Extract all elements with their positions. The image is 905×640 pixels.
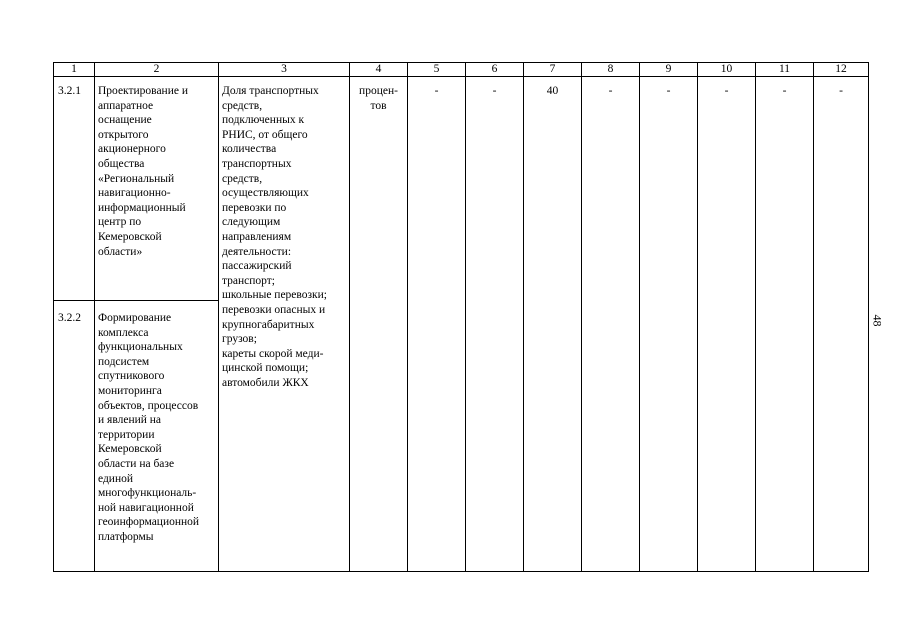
text-line: объектов, процессов [98, 399, 199, 412]
text-line: перевозки опасных и [222, 303, 326, 316]
text-line: подключенных к [222, 114, 305, 127]
header-cell: 11 [756, 63, 814, 77]
header-cell: 3 [219, 63, 350, 77]
text-line: области» [98, 245, 143, 258]
measure-name [95, 77, 219, 301]
header-row [54, 63, 869, 77]
text-line: количества [222, 143, 277, 156]
header-cell: 4 [350, 63, 408, 77]
text-line: цинской помощи; [222, 362, 309, 375]
header-cell: 9 [640, 63, 698, 77]
value-cell: - [698, 77, 756, 572]
text-line: акционерного [98, 143, 166, 156]
text-line: автомобили ЖКХ [222, 376, 309, 389]
text-line: Кемеровской [98, 230, 162, 243]
text-line: кареты скорой меди- [222, 347, 324, 360]
table-row [54, 77, 869, 301]
text-line: центр по [98, 216, 142, 229]
row-number: 3.2.2 [54, 301, 95, 572]
indicator-description [219, 77, 350, 572]
text-line: области на базе [98, 457, 175, 470]
text-line: процен- [359, 85, 398, 97]
indicator-lines [222, 84, 346, 390]
value-cell: - [756, 77, 814, 572]
text-line: платформы [98, 530, 154, 543]
text-line: мониторинга [98, 384, 162, 397]
text-line: спутникового [98, 370, 165, 383]
value-cell: - [582, 77, 640, 572]
header-cell: 10 [698, 63, 756, 77]
row-number: 3.2.1 [54, 77, 95, 301]
text-line: информационный [98, 201, 186, 214]
text-line: перевозки по [222, 201, 287, 214]
measure-name-lines [98, 84, 215, 259]
header-cell: 2 [95, 63, 219, 77]
header-cell: 8 [582, 63, 640, 77]
header-cell: 12 [814, 63, 869, 77]
text-line: Кемеровской [98, 443, 162, 456]
text-line: «Региональный [98, 172, 175, 185]
measure-name [95, 301, 219, 572]
text-line: и явлений на [98, 414, 162, 427]
text-line: многофункциональ- [98, 487, 197, 500]
text-line: ной навигационной [98, 501, 194, 514]
text-line: следующим [222, 216, 281, 229]
text-line: направлениям [222, 230, 292, 243]
unit-cell [350, 77, 408, 572]
text-line: тов [370, 99, 387, 112]
text-line: осуществляющих [222, 187, 309, 200]
header-cell: 1 [54, 63, 95, 77]
text-line: оснащение [98, 114, 152, 127]
text-line: аппаратное [98, 99, 154, 112]
indicators-table [53, 62, 869, 572]
page-number: 48 [870, 314, 885, 327]
text-line: открытого [98, 128, 149, 141]
text-line: крупногабаритных [222, 318, 315, 331]
value-cell: - [640, 77, 698, 572]
unit-lines [353, 84, 404, 113]
text-line: комплекса [98, 326, 149, 339]
text-line: транспортных [222, 157, 292, 170]
text-line: средств, [222, 172, 263, 185]
table-header [54, 63, 869, 77]
text-line: школьные перевозки; [222, 289, 327, 302]
header-cell: 6 [466, 63, 524, 77]
text-line: общества [98, 157, 145, 170]
text-line: транспорт; [222, 274, 276, 287]
text-line: средств, [222, 99, 263, 112]
value-cell: - [814, 77, 869, 572]
text-line: деятельности: [222, 245, 292, 258]
value-cell: - [466, 77, 524, 572]
text-line: навигационно- [98, 187, 171, 200]
text-line: Проектирование и [98, 85, 188, 97]
text-line: грузов; [222, 333, 257, 346]
text-line: подсистем [98, 355, 150, 368]
text-line: функциональных [98, 341, 183, 354]
text-line: территории [98, 428, 155, 441]
value-cell: - [408, 77, 466, 572]
text-line: единой [98, 472, 134, 485]
text-line: Формирование [98, 312, 172, 324]
measure-name-lines [98, 311, 215, 545]
header-cell: 7 [524, 63, 582, 77]
text-line: РНИС, от общего [222, 128, 308, 141]
text-line: пассажирский [222, 260, 292, 273]
value-cell: 40 [524, 77, 582, 572]
header-cell: 5 [408, 63, 466, 77]
text-line: Доля транспортных [222, 85, 319, 97]
text-line: геоинформационной [98, 516, 200, 529]
